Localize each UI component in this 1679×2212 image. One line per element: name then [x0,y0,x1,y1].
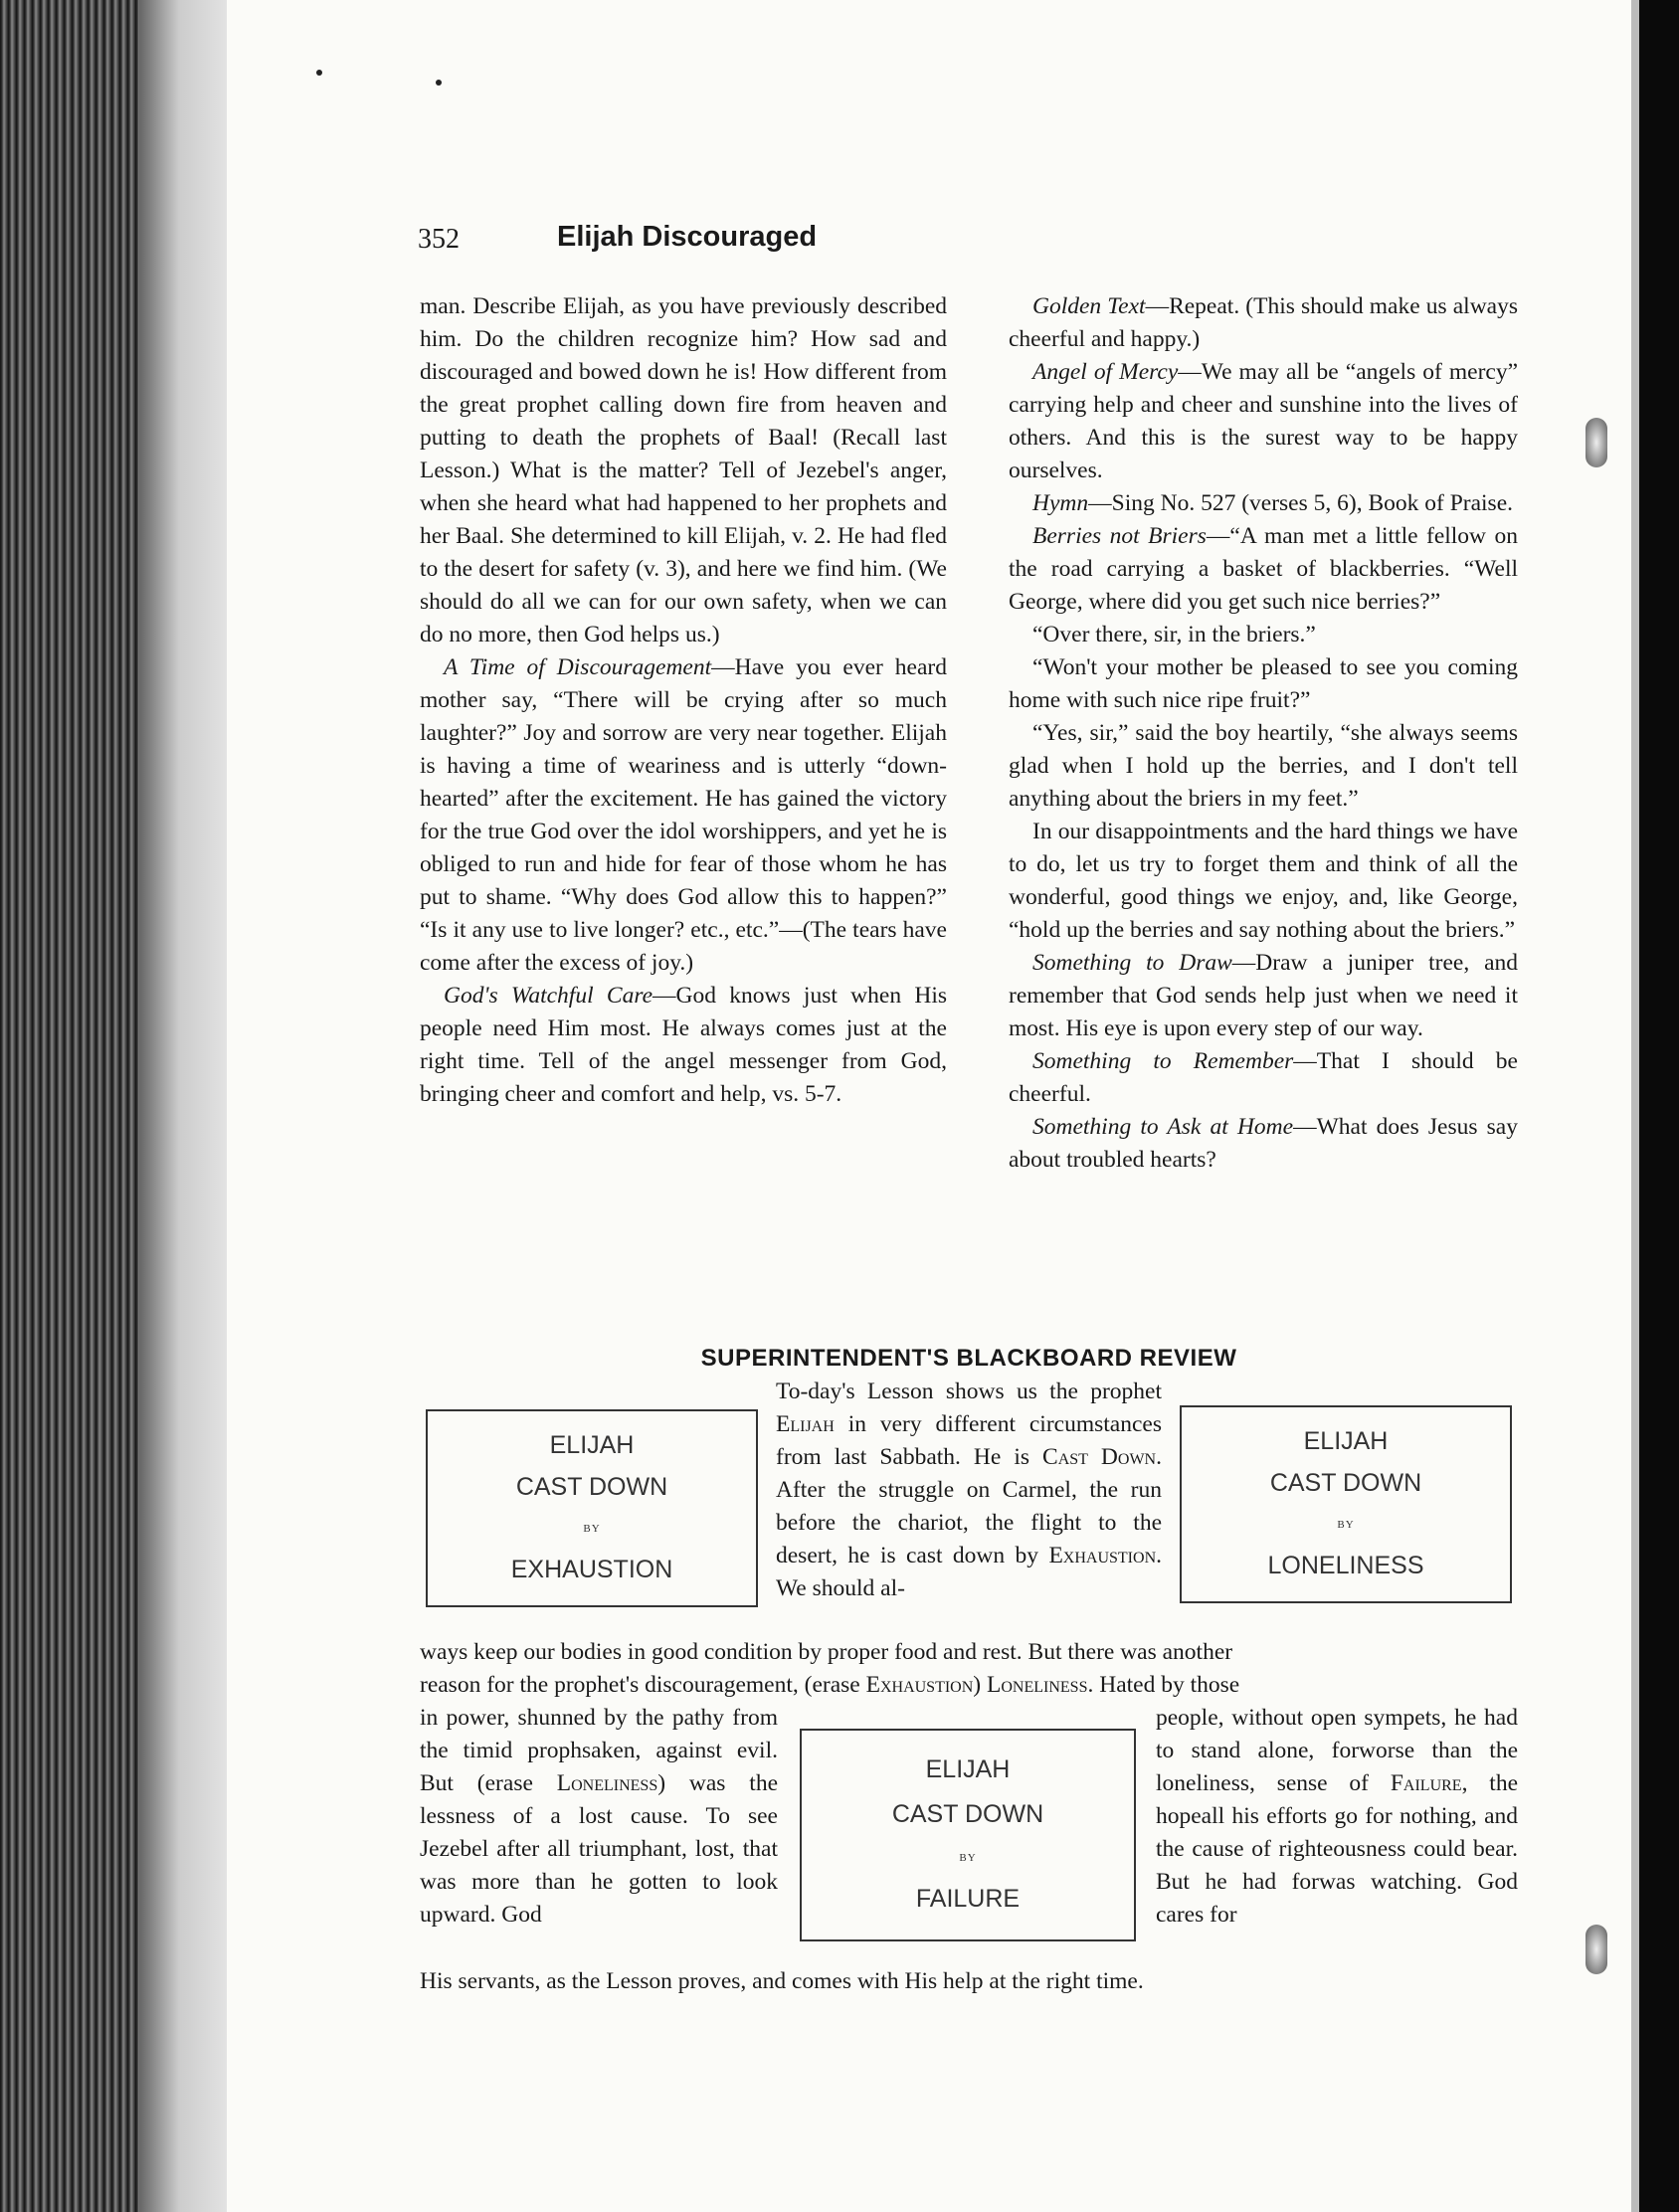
paragraph: In our disappointments and the hard things we have to do, let us try to forget them and think of all the wonderful, good things we enjoy, and, like George, “hold up the berries and say nothing about the briers.” [1009,819,1518,943]
paragraph-body: —Draw a juniper tree, and remember that God sends help just when we need it most. His eye is upon every step of our way. [1009,950,1518,1041]
section-head: Golden Text [1032,293,1146,319]
section-head: Something to Remember [1032,1048,1294,1074]
paragraph: “Won't your mother be pleased to see you coming home with such nice ripe fruit?” [1009,654,1518,713]
box-line: EXHAUSTION [510,1556,673,1583]
text-run: Exhaustion [1048,1543,1157,1568]
text-run: Loneliness [556,1770,658,1796]
text-run: reason for the prophet's discouragement, (erase [420,1672,866,1698]
opposite-page-edge [1631,0,1639,2212]
box-line: ELIJAH [549,1431,635,1459]
paragraph [1009,947,1518,1045]
paragraph: man. Describe Elijah, as you have previously described him. Do the children recognize him? How sad and discouraged and bowed down he is! How different from the great prophet calling down fire from heaven and putting to death the prophets of Baal! (Recall last Lesson.) What is the matter? Tell of Jezebel's anger, when she heard what had happened to her prophets and her Baal. She determined to kill Elijah, v. 2. He had fled to the desert for safety (v. 3), and here we find him. (We should do all we can for our own safety, when we can do no more, then God helps us.) [420,293,947,647]
paragraph [420,980,947,1111]
paragraph [1009,1111,1518,1177]
text-run: Exhaustion [865,1672,974,1698]
box-line: BY [1337,1519,1355,1531]
binding-clip-icon [1586,418,1607,467]
box-line: FAILURE [915,1885,1021,1913]
paragraph [1009,487,1518,520]
box-line: ELIJAH [1303,1427,1389,1455]
box-line: BY [959,1852,977,1864]
blackboard-box-failure [800,1729,1136,1941]
text-run: . After the struggle on Carmel, the run before the chariot, the flight to the desert, he is cast down by [776,1444,1162,1568]
paragraph-body: —God knows just when His people need Him most. He always comes just at the right time. Tell of the angel messenger from God, bringing cheer and comfort and help, vs. 5-7. [420,983,947,1107]
text-run: in power, shunned by the pathy from the timid prophsaken, against evil. But (erase [420,1705,778,1796]
section-head: Berries not Briers [1032,523,1207,549]
text-run: ) was the lessness of a lost cause. To see Jezebel after all triumphant, lost, that was more than he gotten to look upward. God [420,1770,778,1928]
binding-clip-icon [1586,1925,1607,1974]
paragraph-body: —That I should be cheerful. [1009,1048,1518,1107]
paragraph [1009,356,1518,487]
blackboard-box-exhaustion [426,1409,758,1607]
paragraph-body: —Repeat. (This should make us always cheerful and happy.) [1009,293,1518,352]
scan-speck [316,70,322,76]
book-gutter [139,0,239,2212]
text-run: in very different circumstances from last Sabbath. He is [776,1411,1162,1470]
section-head: Hymn [1032,490,1089,516]
box-line: BY [583,1523,601,1535]
section-head: Angel of Mercy [1032,359,1179,385]
blackboard-text-last: His servants, as the Lesson proves, and comes with His help at the right time. [420,1968,1144,1994]
paragraph-body: —We may all be “angels of mercy” carrying help and cheer and sunshine into the lives of others. And this is the surest way to be happy ourselves. [1009,359,1519,483]
text-run: . Hated by those [1087,1672,1240,1698]
text-run: Elijah [776,1411,835,1437]
blackboard-text-middle [776,1376,1162,1605]
text-run: Failure [1390,1770,1462,1796]
left-column [420,290,947,1111]
page-number: 352 [418,224,460,255]
box-line: CAST DOWN [891,1800,1044,1828]
section-head: A Time of Discouragement [444,654,712,680]
section-head: God's Watchful Care [444,983,653,1009]
box-line: ELIJAH [925,1755,1011,1783]
paragraph-body: —“A man met a little fellow on the road carrying a basket of blackberries. “Well George, where did you get such nice berries?” [1009,523,1518,615]
paragraph-body: —Have you ever heard mother say, “There will be crying after so much laughter?” Joy and sorrow are very near together. Elijah is having a time of weariness and is utterly “down-hearted” after the excitement. He has gained the victory for the true God over the idol worshippers, and yet he is obliged to run and hide for fear of those whom he has put to shame. “Why does God allow this to happen?” “Is it any use to live longer? etc., etc.”—(The tears have come after the excess of joy.) [420,654,947,976]
right-column [1009,290,1518,1177]
paragraph-body: —What does Jesus say about troubled hearts? [1009,1114,1518,1173]
text-line [420,1669,1239,1702]
blackboard-text-right [1156,1702,1518,1932]
box-line: CAST DOWN [515,1473,668,1501]
paragraph [1009,290,1518,356]
text-run: Cast Down [1042,1444,1157,1470]
text-run: people, without open sympets, he had to stand alone, forworse than the loneliness, sense of [1156,1705,1518,1796]
paragraph [1009,520,1518,619]
text-run: To-day's Lesson shows us the prophet [776,1379,1162,1404]
blackboard-text-left [420,1702,778,1932]
paragraph-body: —Sing No. 527 (verses 5, 6), Book of Praise. [1088,490,1514,516]
box-line: LONELINESS [1267,1552,1424,1579]
blackboard-text-full [420,1636,1239,1702]
paragraph: “Over there, sir, in the briers.” [1032,622,1316,647]
section-head: Something to Ask at Home [1032,1114,1294,1140]
text-line: ways keep our bodies in good condition by proper food and rest. But there was another [420,1639,1233,1665]
blackboard-review-title: SUPERINTENDENT'S BLACKBOARD REVIEW [700,1345,1237,1372]
scan-speck [436,80,442,86]
blackboard-box-loneliness [1180,1405,1512,1603]
paragraph [420,651,947,980]
text-run: . We should al- [776,1543,1162,1601]
text-run: ) [973,1672,987,1698]
paragraph: “Yes, sir,” said the boy heartily, “she always seems glad when I hold up the berries, and I don't tell anything about the briers in my feet.” [1009,720,1518,812]
section-head: Something to Draw [1032,950,1232,976]
box-line: CAST DOWN [1269,1469,1422,1497]
running-title: Elijah Discouraged [557,221,818,253]
paragraph [1009,1045,1518,1111]
text-run: , the hopeall his efforts go for nothing, and the cause of righteousness could bear. But he had forwas watching. God cares for [1156,1770,1518,1928]
text-run: Loneliness [987,1672,1088,1698]
